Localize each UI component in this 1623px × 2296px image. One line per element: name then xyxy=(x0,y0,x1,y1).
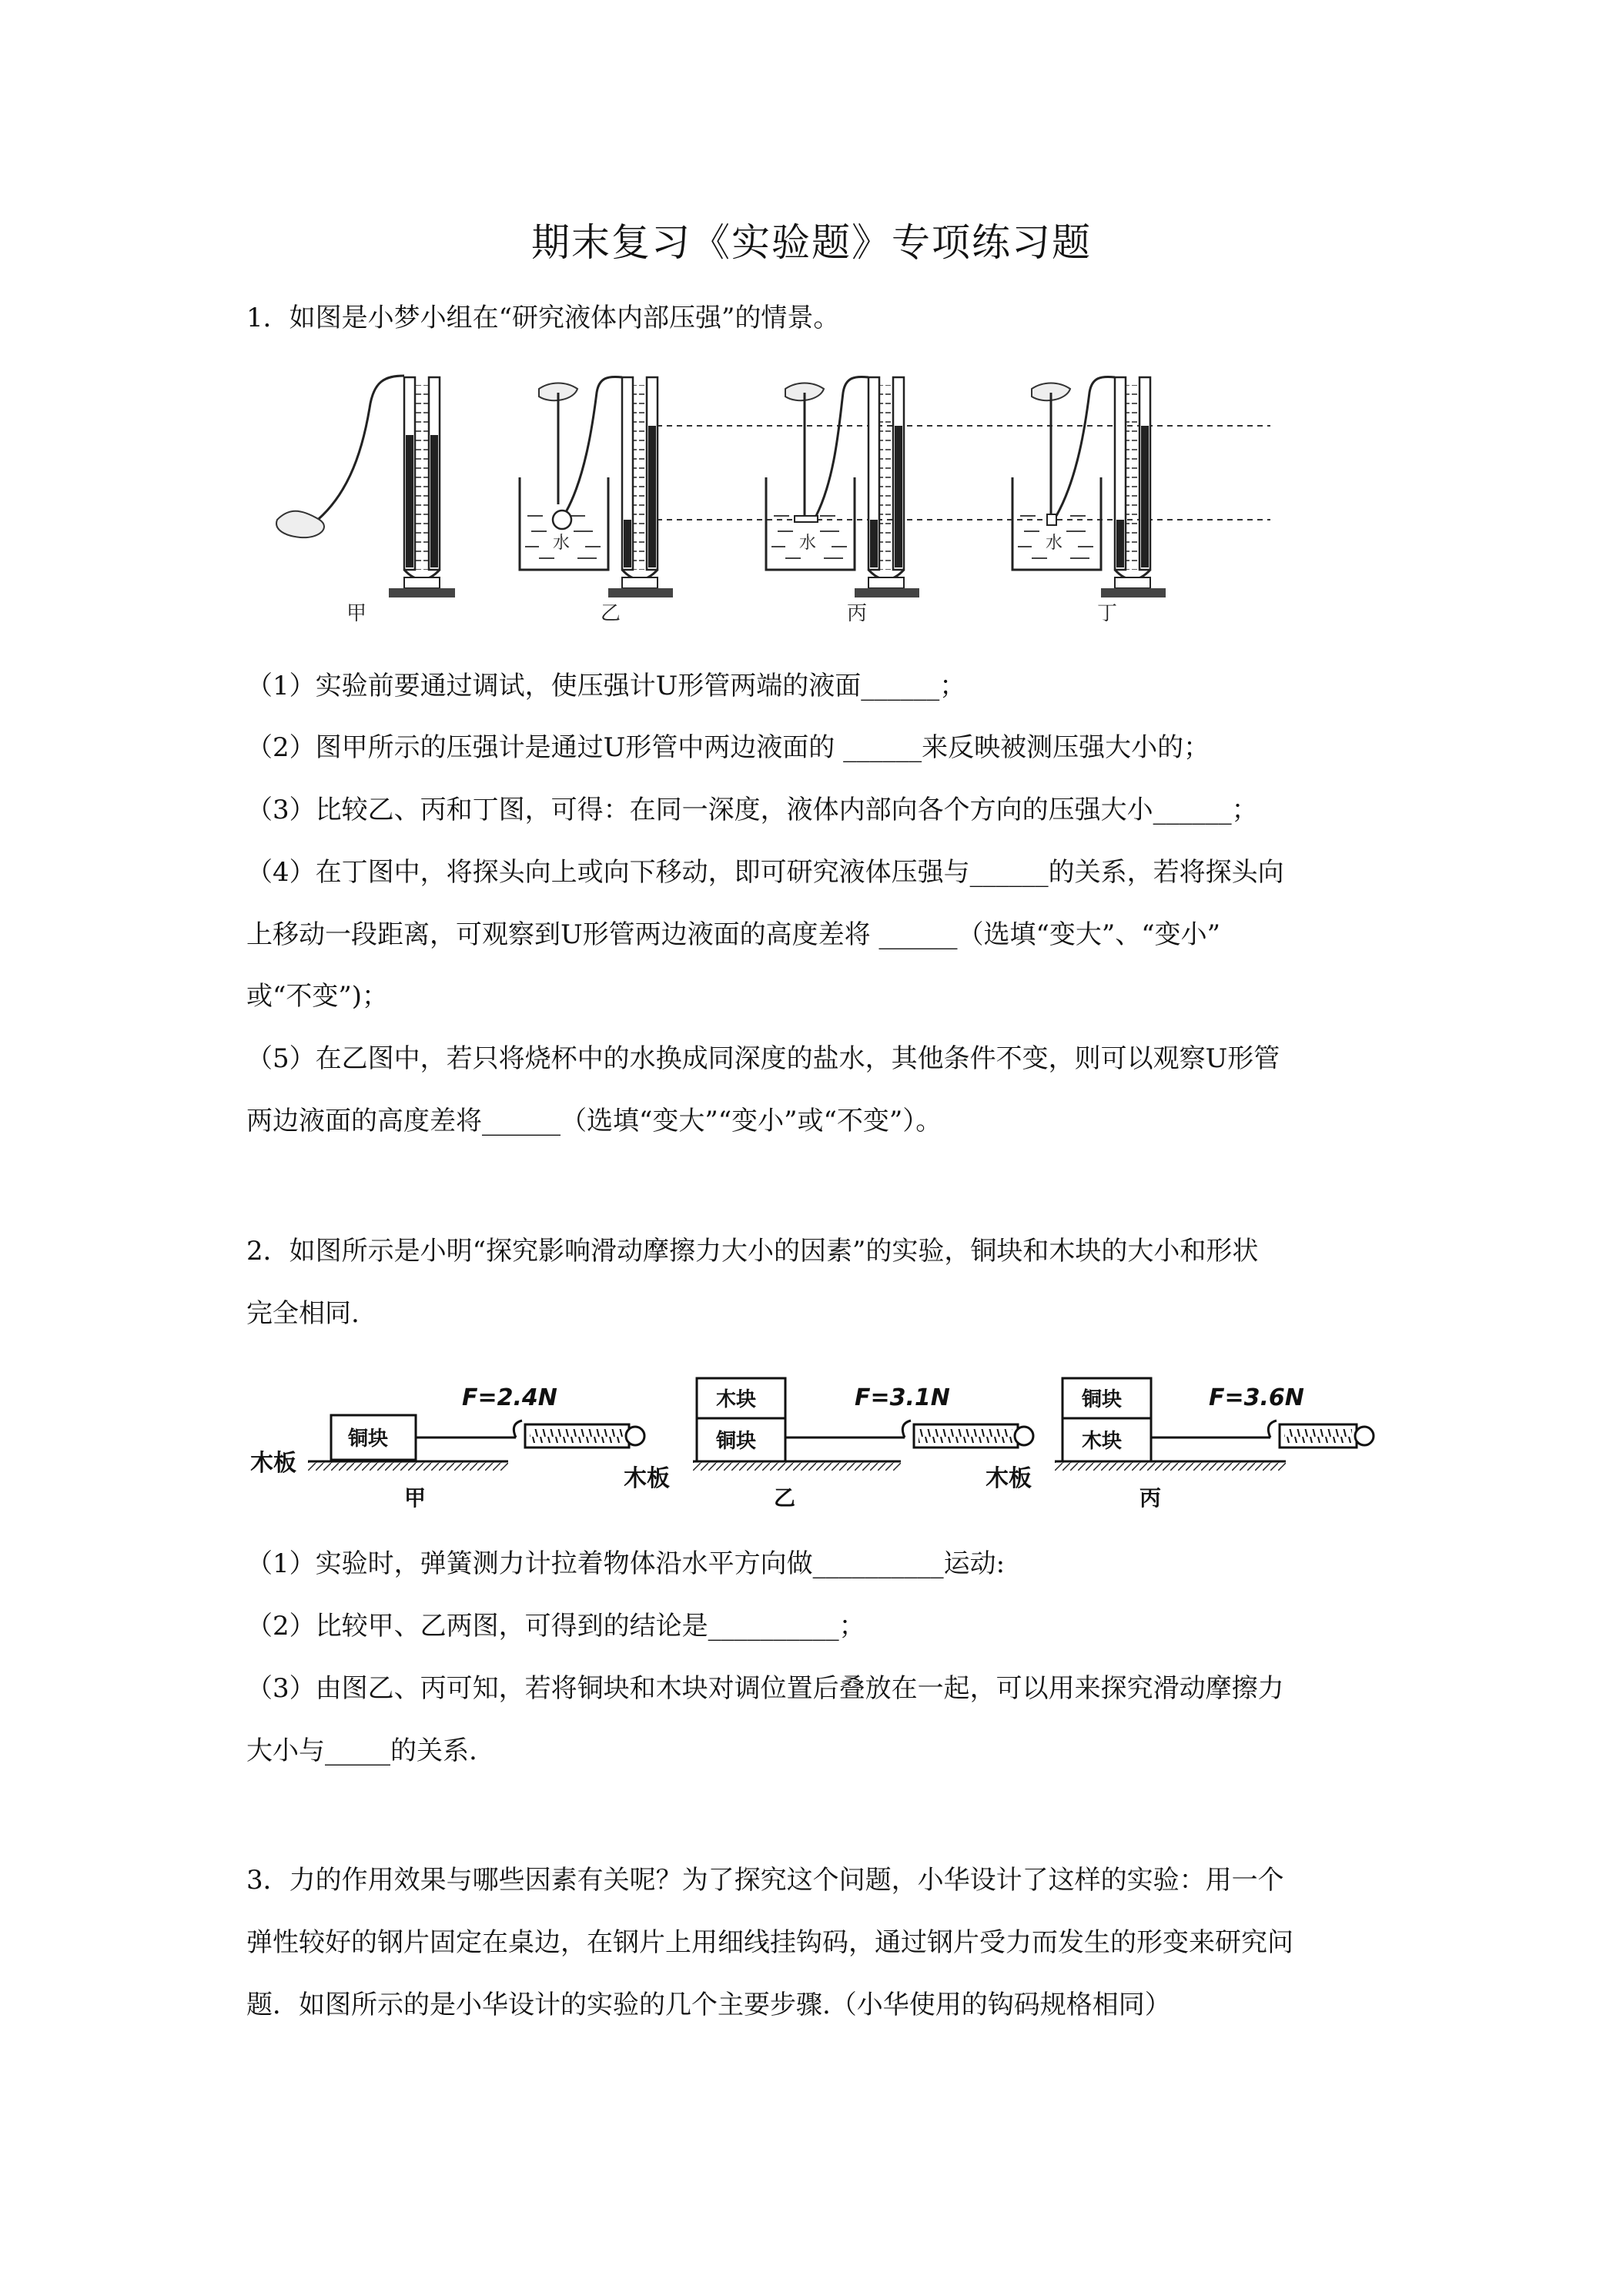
q2-stem-line-2: 完全相同. xyxy=(246,1298,360,1329)
wood-block-bing: 木块 xyxy=(1082,1430,1123,1453)
q3-line-2: 弹性较好的钢片固定在桌边，在钢片上用细线挂钩码，通过钢片受力而发生的形变来研究问 xyxy=(246,1927,1293,1958)
q2-line-4: 大小与_____的关系. xyxy=(246,1735,477,1766)
setup-yi xyxy=(624,1378,1033,1509)
q1-stem: 1．如图是小梦小组在“研究液体内部压强”的情景。 xyxy=(246,303,840,333)
water-label-bing: 水 xyxy=(799,534,817,553)
q3-line-3: 题．如图所示的是小华设计的实验的几个主要步骤.（小华使用的钩码规格相同） xyxy=(246,1990,1171,2020)
q2-line-2: （2）比较甲、乙两图，可得到的结论是__________； xyxy=(246,1611,865,1642)
page-title: 期末复习《实验题》专项练习题 xyxy=(531,220,1092,265)
force-yi: F=3.1N xyxy=(855,1384,950,1411)
q1-line-3: （3）比较乙、丙和丁图，可得：在同一深度，液体内部向各个方向的压强大小______； xyxy=(246,795,1258,825)
force-bing: F=3.6N xyxy=(1209,1384,1304,1411)
fig1-label-jia: 甲 xyxy=(346,602,367,625)
setup-bing xyxy=(986,1378,1374,1509)
fig2-label-jia: 甲 xyxy=(404,1485,427,1509)
board-label-yi: 木板 xyxy=(624,1465,670,1492)
fig1-label-yi: 乙 xyxy=(601,602,621,625)
apparatus-bing xyxy=(766,377,919,597)
fig1-label-ding: 丁 xyxy=(1097,602,1118,625)
q1-line-6: 或“不变”)； xyxy=(246,981,389,1012)
q1-line-2: （2）图甲所示的压强计是通过U形管中两边液面的 ______来反映被测压强大小的； xyxy=(246,732,1210,763)
board-label-jia: 木板 xyxy=(250,1450,296,1477)
board-label-bing: 木板 xyxy=(986,1465,1032,1492)
setup-jia xyxy=(250,1384,644,1509)
copper-block-yi: 铜块 xyxy=(716,1430,757,1453)
q2-figure xyxy=(246,1363,1386,1509)
apparatus-ding xyxy=(1012,377,1166,597)
water-label-ding: 水 xyxy=(1046,534,1063,553)
q1-line-5: 上移动一段距离，可观察到U形管两边液面的高度差将 ______（选填“变大”、“变小” xyxy=(246,919,1220,950)
q1-line-8: 两边液面的高度差将______（选填“变大”“变小”或“不变”）。 xyxy=(246,1106,942,1136)
q1-figure xyxy=(246,362,1386,631)
force-jia: F=2.4N xyxy=(462,1384,557,1411)
q2-stem-line-1: 2．如图所示是小明“探究影响滑动摩擦力大小的因素”的实验，铜块和木块的大小和形状 xyxy=(246,1236,1259,1267)
fig2-label-yi: 乙 xyxy=(774,1485,796,1509)
wood-block-yi: 木块 xyxy=(716,1388,757,1411)
fig2-label-bing: 丙 xyxy=(1139,1485,1162,1509)
q1-line-1: （1）实验前要通过调试，使压强计U形管两端的液面______； xyxy=(246,671,966,701)
copper-block-bing: 铜块 xyxy=(1082,1388,1123,1411)
q3-line-1: 3．力的作用效果与哪些因素有关呢？为了探究这个问题，小华设计了这样的实验：用一个 xyxy=(246,1865,1284,1896)
water-label-yi: 水 xyxy=(553,534,571,553)
q1-line-4: （4）在丁图中，将探头向上或向下移动，即可研究液体压强与______的关系，若将探头向 xyxy=(246,857,1284,888)
q1-line-7: （5）在乙图中，若只将烧杯中的水换成同深度的盐水，其他条件不变，则可以观察U形管 xyxy=(246,1043,1280,1074)
apparatus-yi xyxy=(520,377,673,597)
fig1-label-bing: 丙 xyxy=(847,602,868,625)
apparatus-jia xyxy=(276,376,455,597)
copper-block-jia: 铜块 xyxy=(348,1427,389,1451)
q2-line-1: （1）实验时，弹簧测力计拉着物体沿水平方向做__________运动: xyxy=(246,1548,1006,1579)
q2-line-3: （3）由图乙、丙可知，若将铜块和木块对调位置后叠放在一起，可以用来探究滑动摩擦力 xyxy=(246,1673,1284,1704)
